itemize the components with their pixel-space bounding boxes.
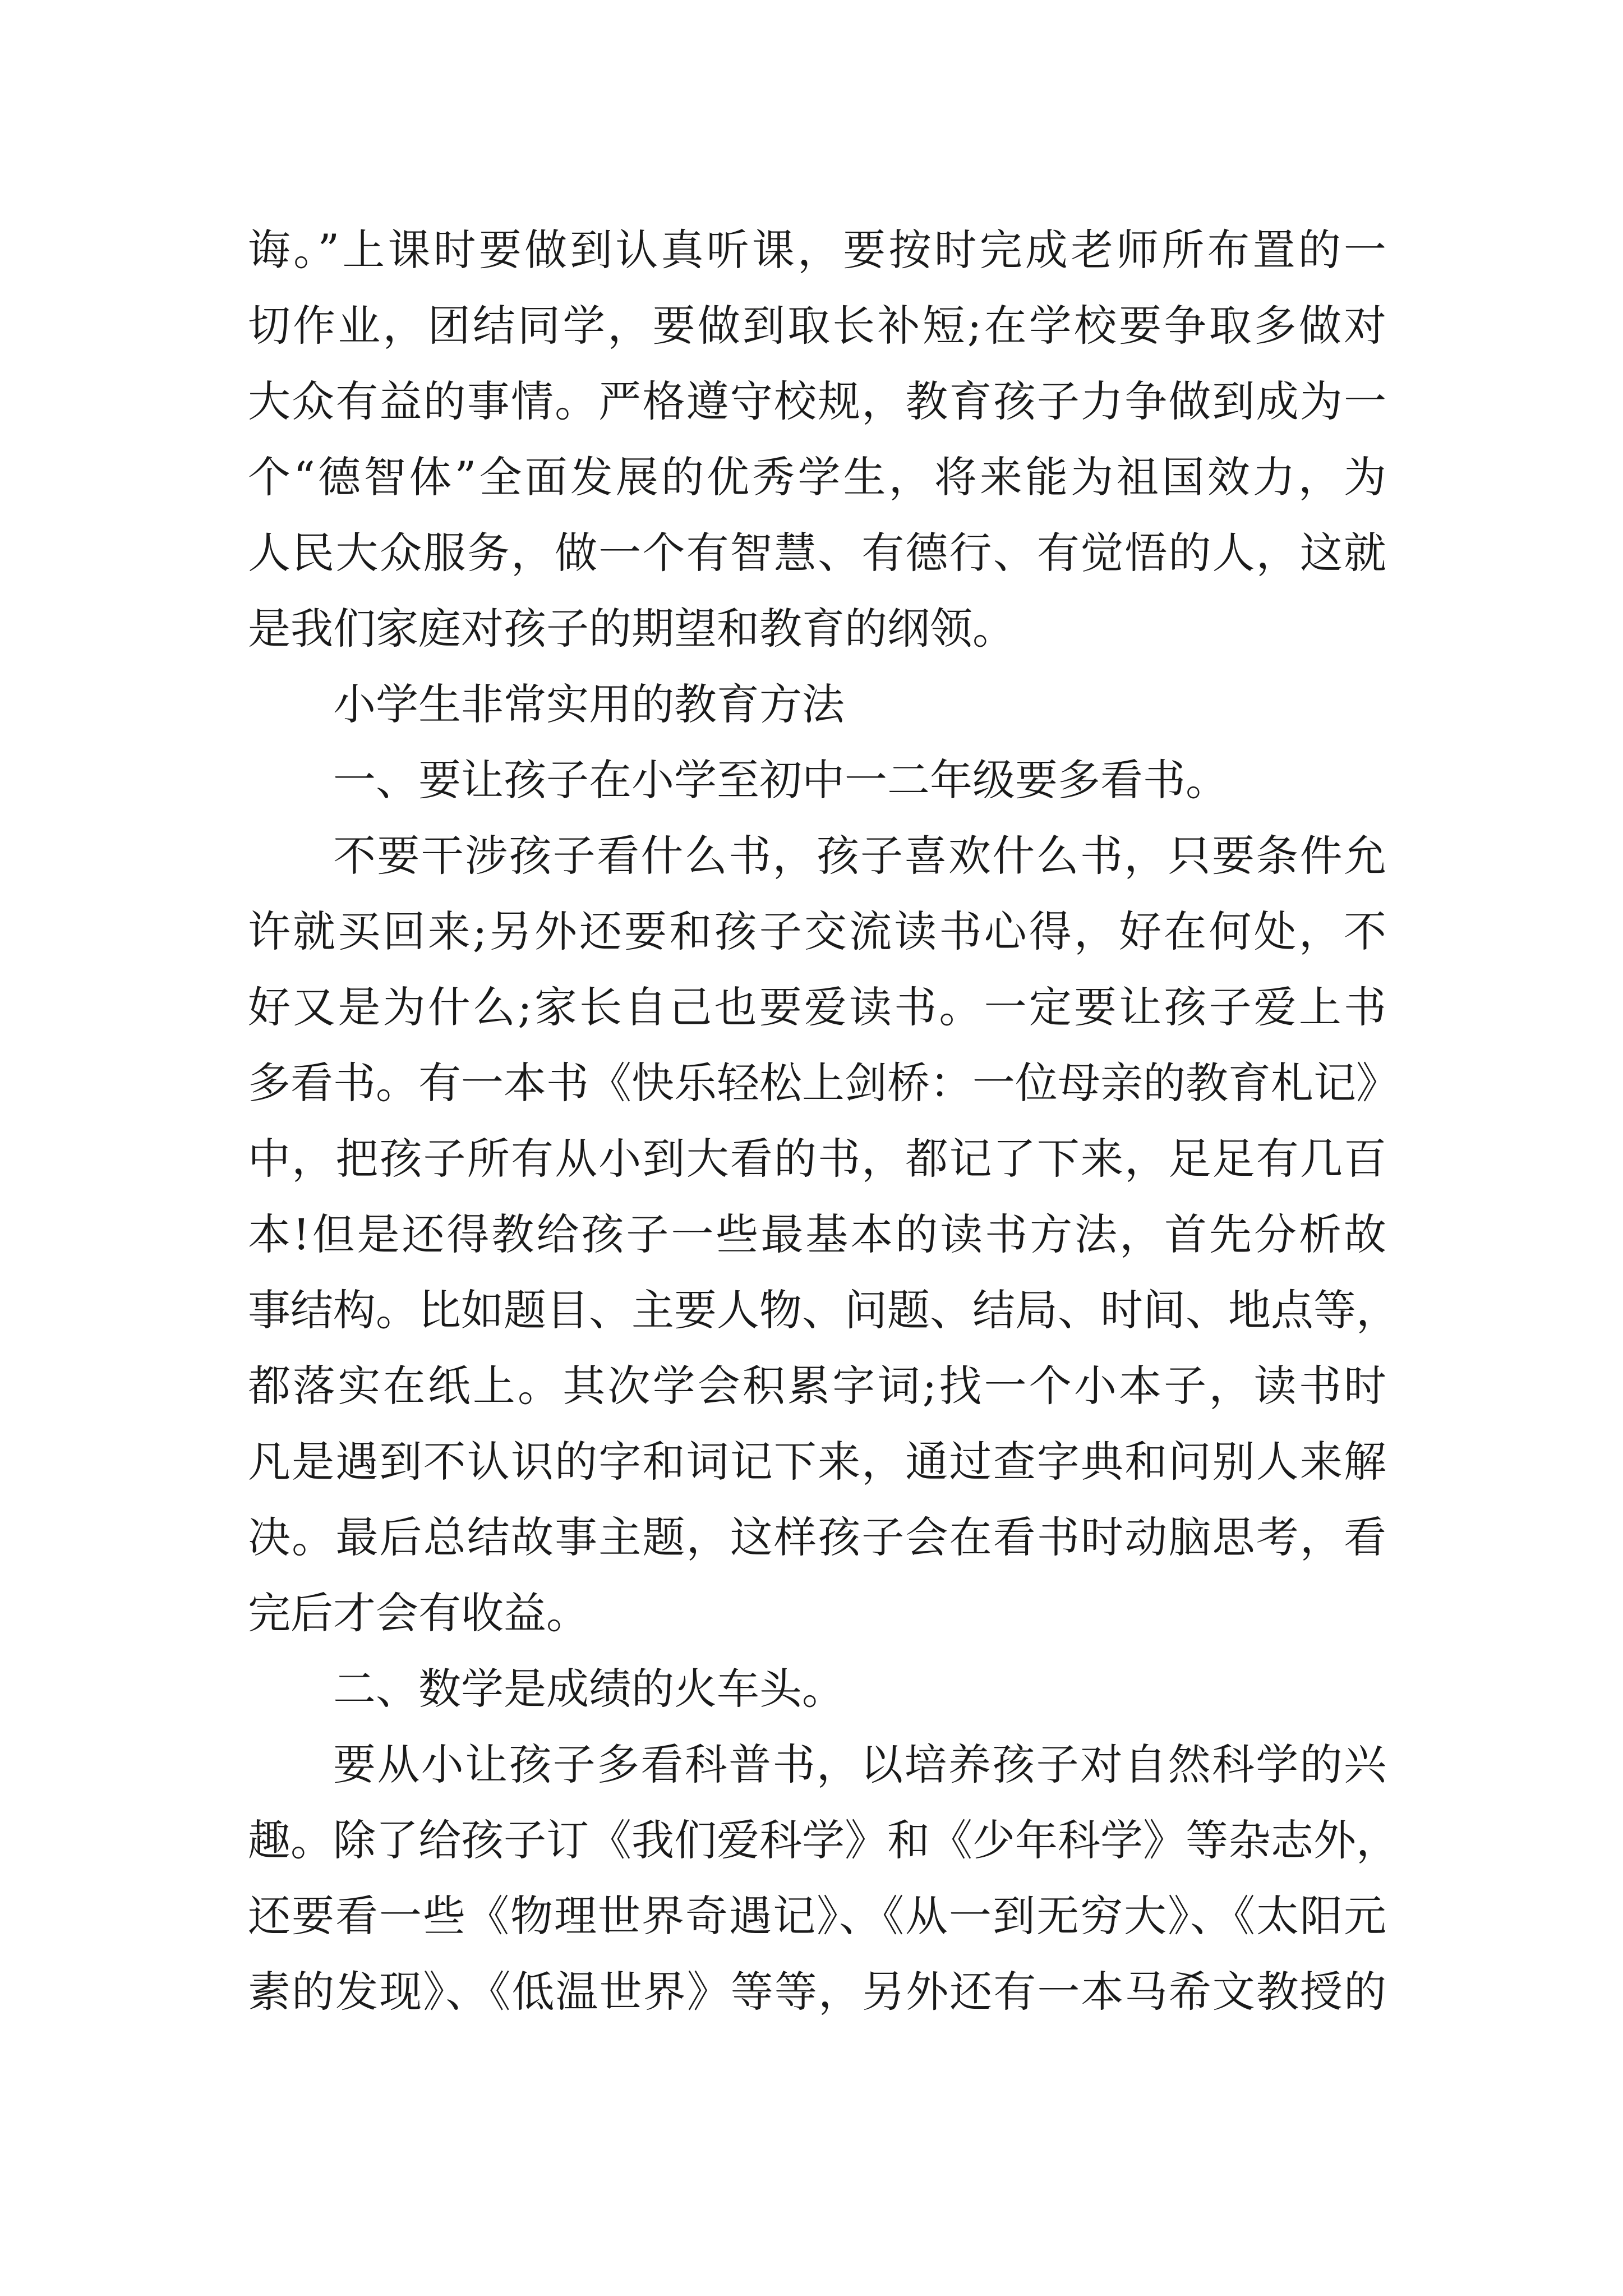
text-line: 本!但是还得教给孩子一些最基本的读书方法，首先分析故 bbox=[248, 1209, 1386, 1259]
text-line: 趣。除了给孩子订《我们爱科学》和《少年科学》等杂志外， bbox=[248, 1815, 1399, 1865]
text-line: 小学生非常实用的教育方法 bbox=[333, 679, 845, 729]
text-line: 好又是为什么;家长自己也要爱读书。一定要让孩子爱上书 bbox=[248, 982, 1386, 1032]
text-line: 二、数学是成绩的火车头。 bbox=[333, 1664, 845, 1714]
text-line: 大众有益的事情。严格遵守校规，教育孩子力争做到成为一 bbox=[248, 376, 1386, 426]
text-line: 许就买回来;另外还要和孩子交流读书心得，好在何处，不 bbox=[248, 907, 1386, 956]
text-line: 是我们家庭对孩子的期望和教育的纲领。 bbox=[248, 604, 1015, 654]
text-line: 都落实在纸上。其次学会积累字词;找一个小本子，读书时 bbox=[248, 1361, 1386, 1411]
text-line: 还要看一些《物理世界奇遇记》、《从一到无穷大》、《太阳元 bbox=[248, 1891, 1386, 1941]
text-line: 素的发现》、《低温世界》等等，另外还有一本马希文教授的 bbox=[248, 1967, 1386, 2017]
text-line: 个“德智体”全面发展的优秀学生，将来能为祖国效力，为 bbox=[248, 452, 1386, 502]
text-line: 凡是遇到不认识的字和词记下来，通过查字典和问别人来解 bbox=[248, 1437, 1386, 1487]
text-line: 决。最后总结故事主题，这样孩子会在看书时动脑思考，看 bbox=[248, 1512, 1386, 1562]
text-line: 事结构。比如题目、主要人物、问题、结局、时间、地点等， bbox=[248, 1285, 1399, 1335]
body-text bbox=[248, 212, 1399, 2030]
text-line: 不要干涉孩子看什么书，孩子喜欢什么书，只要条件允 bbox=[333, 831, 1386, 881]
text-line: 诲。”上课时要做到认真听课，要按时完成老师所布置的一 bbox=[248, 225, 1386, 275]
text-line: 切作业，团结同学，要做到取长补短;在学校要争取多做对 bbox=[248, 301, 1386, 351]
text-line: 完后才会有收益。 bbox=[248, 1588, 589, 1638]
text-line: 要从小让孩子多看科普书，以培养孩子对自然科学的兴 bbox=[333, 1740, 1386, 1789]
text-line: 多看书。有一本书《快乐轻松上剑桥：一位母亲的教育札记》 bbox=[248, 1058, 1399, 1108]
text-line: 中，把孩子所有从小到大看的书，都记了下来，足足有几百 bbox=[248, 1134, 1386, 1184]
text-line: 一、要让孩子在小学至初中一二年级要多看书。 bbox=[333, 755, 1228, 805]
text-line: 人民大众服务，做一个有智慧、有德行、有觉悟的人，这就 bbox=[248, 528, 1386, 578]
